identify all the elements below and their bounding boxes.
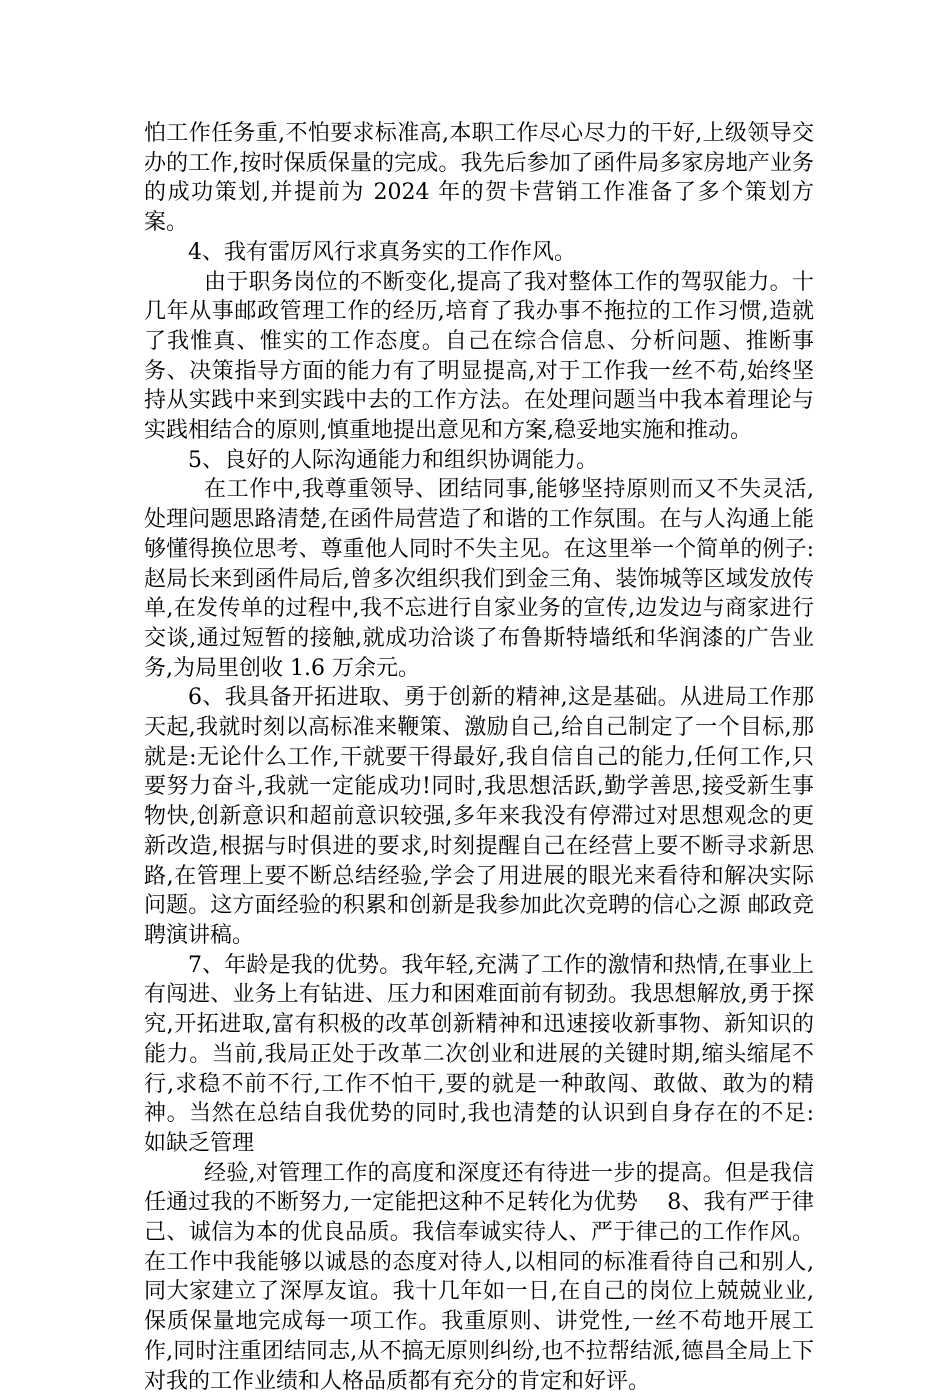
paragraph-point-5-heading: 5、良好的人际沟通能力和组织协调能力。 [188,447,598,473]
body-text [144,119,814,1396]
paragraph-point-4-body: 由于职务岗位的不断变化,提高了我对整体工作的驾驭能力。十几年从事邮政管理工作的经历,培育了我办事不拖拉的工作习惯,造就了我惟真、惟实的工作态度。自己在综合信息、分析问题、推断事务、决策指导方面的能力有了明显提高,对于工作我一丝不苟,始终坚持从实践中来到实践中去的工作方法。在处理问题当中我本着理论与实践相结合的原则,慎重地提出意见和方案,稳妥地实施和推动。 [144,269,814,444]
paragraph-continuation: 怕工作任务重,不怕要求标准高,本职工作尽心尽力的干好,上级领导交办的工作,按时保质保量的完成。我先后参加了函件局多家房地产业务的成功策划,并提前为 2024 年的贺卡营销工作准备了多个策划方案。 [144,121,814,236]
paragraph-point-5-body: 在工作中,我尊重领导、团结同事,能够坚持原则而又不失灵活,处理问题思路清楚,在函件局营造了和谐的工作氛围。在与人沟通上能够懂得换位思考、尊重他人同时不失主见。在这里举一个简单的例子:赵局长来到函件局后,曾多次组织我们到金三角、装饰城等区域发放传单,在发传单的过程中,我不忘进行自家业务的宣传,边发边与商家进行交谈,通过短暂的接触,就成功洽谈了布鲁斯特墙纸和华润漆的广告业务,为局里创收 1.6 万余元。 [144,477,814,681]
paragraph-point-7: 7、年龄是我的优势。我年轻,充满了工作的激情和热情,在事业上有闯进、业务上有钻进、压力和困难面前有韧劲。我思想解放,勇于探究,开拓进取,富有积极的改革创新精神和迅速接收新事物、新知识的能力。当前,我局正处于改革二次创业和进展的关键时期,缩头缩尾不行,求稳不前不行,工作不怕干,要的就是一种敢闯、敢做、敢为的精神。当然在总结自我优势的同时,我也清楚的认识到自身存在的不足:如缺乏管理 [144,952,814,1156]
paragraph-point-6: 6、我具备开拓进取、勇于创新的精神,这是基础。从进局工作那天起,我就时刻以高标准来鞭策、激励自己,给自己制定了一个目标,那就是:无论什么工作,干就要干得最好,我自信自己的能力,任何工作,只要努力奋斗,我就一定能成功!同时,我思想活跃,勤学善思,接受新生事物快,创新意识和超前意识较强,多年来我没有停滞过对思想观念的更新改造,根据与时俱进的要求,时刻提醒自己在经营上要不断寻求新思路,在管理上要不断总结经验,学会了用进展的眼光来看待和解决实际问题。这方面经验的积累和创新是我参加此次竞聘的信心之源 邮政竞聘演讲稿。 [144,685,814,948]
paragraph-point-4-heading: 4、我有雷厉风行求真务实的工作作风。 [188,239,576,265]
paragraph-point-8: 经验,对管理工作的高度和深度还有待进一步的提高。但是我信任通过我的不断努力,一定能把这种不足转化为优势 8、我有严于律己、诚信为本的优良品质。我信奉诚实待人、严于律己的工作作风。在工作中我能够以诚恳的态度对待人,以相同的标准看待自己和别人,同大家建立了深厚友谊。我十几年如一日,在自己的岗位上兢兢业业,保质保量地完成每一项工作。我重原则、讲党性,一丝不苟地开展工作,同时注重团结同志,从不搞无原则纠纷,也不拉帮结派,德昌全局上下对我的工作业绩和人格品质都有充分的肯定和好评。 [144,1160,814,1394]
